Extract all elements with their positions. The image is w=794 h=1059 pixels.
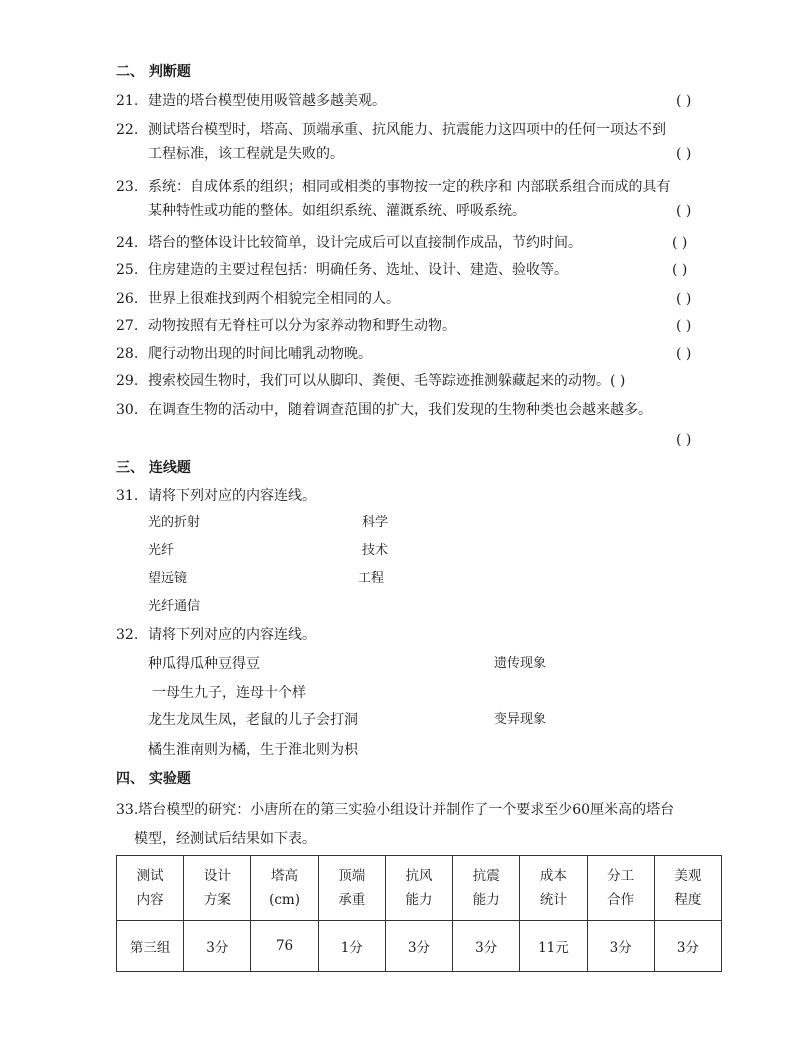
q21-text: 建造的塔台模型使用吸管越多越美观。: [148, 93, 386, 109]
table-header-cell: 成本 统计: [520, 856, 587, 921]
q27-text: 动物按照有无脊柱可以分为家养动物和野生动物。: [148, 318, 456, 334]
q25-text: 住房建造的主要过程包括：明确任务、选址、设计、建造、验收等。: [148, 262, 568, 278]
table-cell: 3分: [184, 921, 251, 972]
q29-number: 29.: [116, 373, 139, 389]
q31-left-item[interactable]: 光纤: [148, 543, 175, 558]
table-cell: 3分: [385, 921, 452, 972]
q31-right-item[interactable]: 技术: [362, 543, 389, 558]
table-header-cell: 美观 程度: [654, 856, 721, 921]
table-header-cell: 设计 方案: [184, 856, 251, 921]
table-cell: 第三组: [117, 921, 184, 972]
q22-answer-bracket[interactable]: ( ): [676, 146, 692, 162]
q26-text: 世界上很难找到两个相貌完全相同的人。: [148, 291, 400, 307]
table-row: [117, 921, 722, 972]
table-header-cell: 抗风 能力: [385, 856, 452, 921]
q28-text: 爬行动物出现的时间比哺乳动物晚。: [148, 346, 372, 362]
q23-text-line1: 系统：自成体系的组织；相同或相类的事物按一定的秩序和 内部联系组合而成的具有: [148, 179, 671, 195]
q25-number: 25.: [116, 262, 139, 278]
q23-text-line2: 某种特性或功能的整体。如组织系统、灌溉系统、呼吸系统。: [148, 203, 526, 219]
q32-right-item[interactable]: 变异现象: [494, 712, 547, 727]
q23-number: 23.: [116, 179, 139, 195]
q27-answer-bracket[interactable]: ( ): [676, 318, 692, 334]
q21-number: 21.: [116, 93, 139, 109]
q31-left-item[interactable]: 光的折射: [148, 515, 201, 530]
q31-right-item[interactable]: 工程: [358, 571, 385, 586]
q32-left-item[interactable]: 橘生淮南则为橘，生于淮北则为枳: [148, 742, 358, 758]
q31-text: 请将下列对应的内容连线。: [148, 488, 316, 504]
table-cell: 3分: [654, 921, 721, 972]
q25-answer-bracket[interactable]: ( ): [672, 262, 688, 278]
q32-left-item[interactable]: 龙生龙凤生凤，老鼠的儿子会打洞: [148, 712, 358, 728]
q28-number: 28.: [116, 346, 139, 362]
results-table: [116, 855, 722, 972]
q33-text-line1: 33.塔台模型的研究：小唐所在的第三实验小组设计并制作了一个要求至少60厘米高的塔台: [116, 802, 675, 818]
table-header-cell: 塔高 (cm): [251, 856, 318, 921]
section2-title: 二、 判断题: [116, 64, 191, 80]
q32-number: 32.: [116, 627, 139, 643]
q32-left-item[interactable]: 一母生九子，连母十个样: [152, 685, 306, 701]
q31-right-item[interactable]: 科学: [362, 515, 389, 530]
section4-title: 四、 实验题: [116, 771, 191, 787]
table-header-row: [117, 856, 722, 921]
q22-text-line1: 测试塔台模型时，塔高、顶端承重、抗风能力、抗震能力这四项中的任何一项达不到: [148, 122, 666, 138]
q32-text: 请将下列对应的内容连线。: [148, 627, 316, 643]
table-cell: 3分: [453, 921, 520, 972]
table-cell: 11元: [520, 921, 587, 972]
table-header-cell: 抗震 能力: [453, 856, 520, 921]
table-header-cell: 分工 合作: [587, 856, 654, 921]
q32-left-item[interactable]: 种瓜得瓜种豆得豆: [148, 656, 260, 672]
q30-text: 在调查生物的活动中，随着调查范围的扩大，我们发现的生物种类也会越来越多。: [148, 402, 652, 418]
table-header-cell: 测试 内容: [117, 856, 184, 921]
q31-number: 31.: [116, 488, 139, 504]
q23-answer-bracket[interactable]: ( ): [676, 203, 692, 219]
q31-left-item[interactable]: 光纤通信: [148, 599, 201, 614]
q22-text-line2: 工程标准，该工程就是失败的。: [148, 146, 344, 162]
q30-answer-bracket[interactable]: ( ): [676, 432, 692, 448]
table-header-cell: 顶端 承重: [318, 856, 385, 921]
q27-number: 27.: [116, 318, 139, 334]
q24-number: 24.: [116, 235, 139, 251]
q28-answer-bracket[interactable]: ( ): [676, 346, 692, 362]
table-cell: 1分: [318, 921, 385, 972]
q24-text: 塔台的整体设计比较简单，设计完成后可以直接制作成品，节约时间。: [148, 235, 582, 251]
q21-answer-bracket[interactable]: ( ): [676, 93, 692, 109]
q26-number: 26.: [116, 291, 139, 307]
q22-number: 22.: [116, 122, 139, 138]
q31-left-item[interactable]: 望远镜: [148, 571, 188, 586]
q29-text: 搜索校园生物时，我们可以从脚印、粪便、毛等踪迹推测躲藏起来的动物。( ): [148, 373, 626, 389]
q30-number: 30.: [116, 402, 139, 418]
table-cell: 3分: [587, 921, 654, 972]
q26-answer-bracket[interactable]: ( ): [676, 291, 692, 307]
q33-text-line2: 模型，经测试后结果如下表。: [134, 831, 316, 847]
q32-right-item[interactable]: 遗传现象: [494, 656, 547, 671]
q24-answer-bracket[interactable]: ( ): [672, 235, 688, 251]
table-cell: 76: [251, 921, 318, 972]
section3-title: 三、 连线题: [116, 460, 191, 476]
